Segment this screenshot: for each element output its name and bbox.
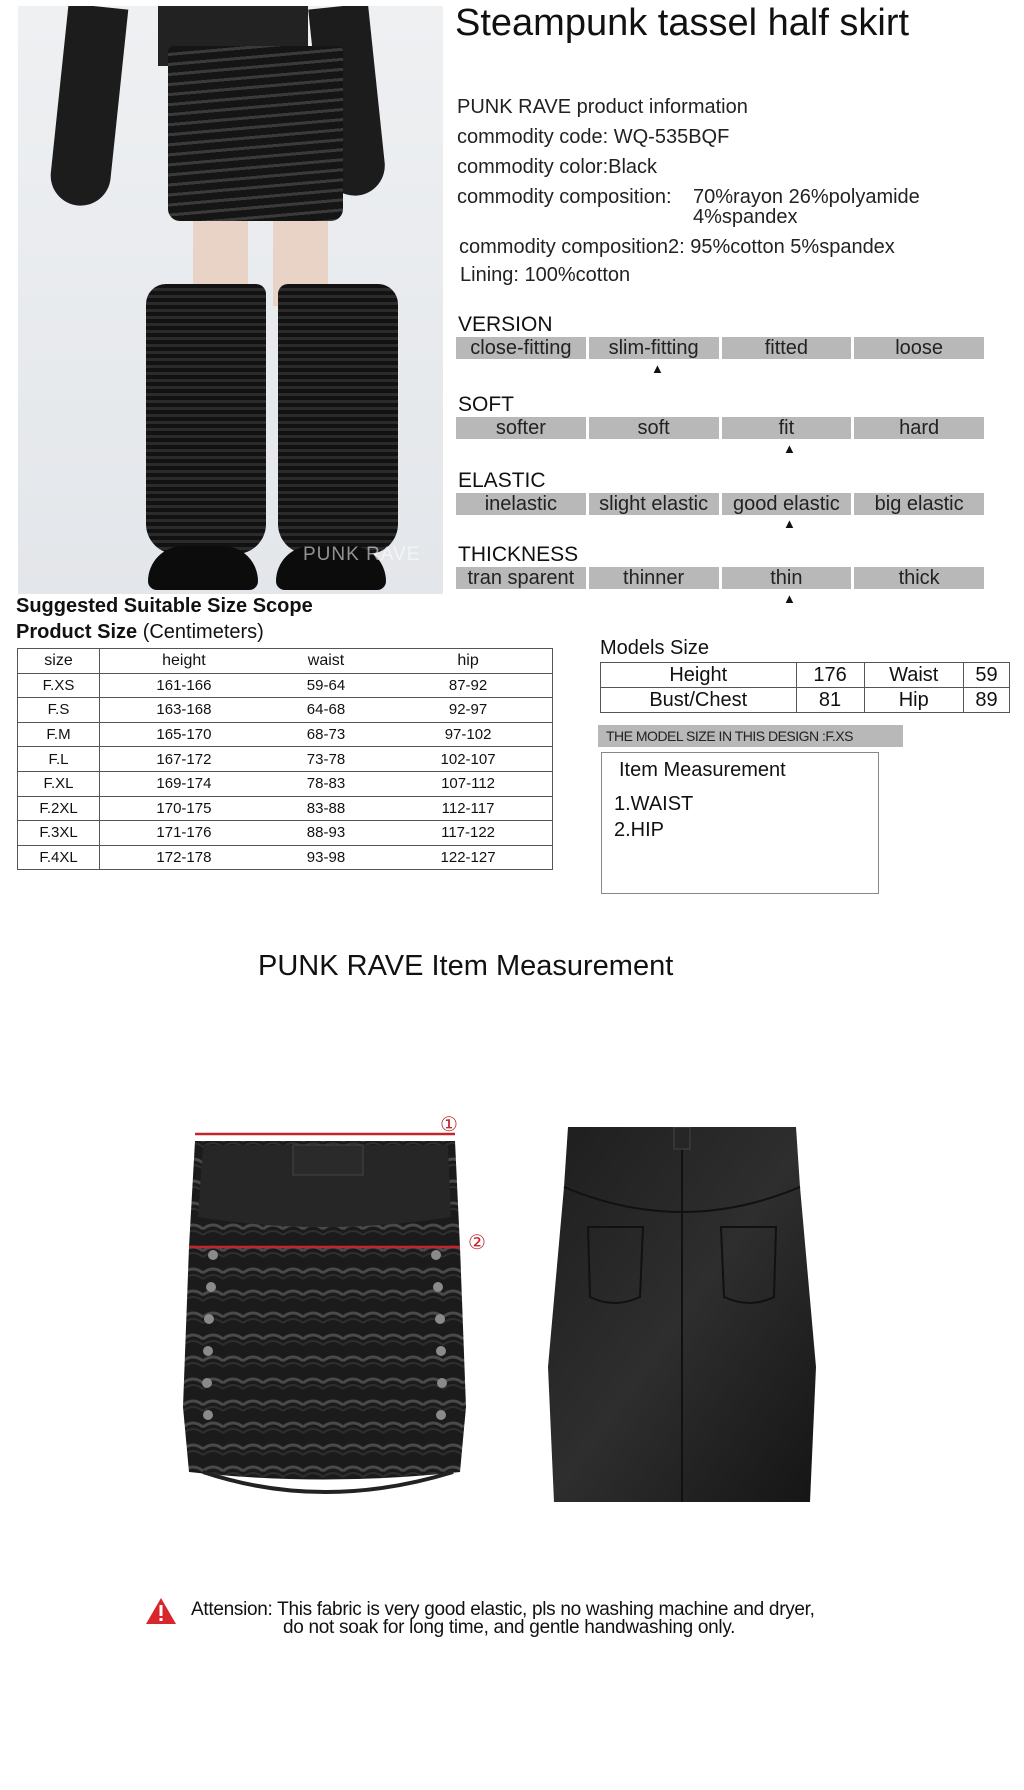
skirt-back-diagram bbox=[548, 1127, 816, 1502]
model-waist-label: Waist bbox=[864, 663, 963, 688]
model-waist-value: 59 bbox=[963, 663, 1009, 688]
table-row bbox=[18, 796, 553, 821]
measure-marker-2: ② bbox=[468, 1232, 486, 1254]
model-size-note: THE MODEL SIZE IN THIS DESIGN :F.XS bbox=[598, 725, 903, 747]
table-row bbox=[18, 698, 553, 723]
composition-label: commodity composition: bbox=[457, 186, 672, 208]
warning-text bbox=[191, 1601, 815, 1637]
size-table-header bbox=[18, 649, 553, 674]
diagram-heading: PUNK RAVE Item Measurement bbox=[258, 950, 674, 982]
soft-scale bbox=[456, 417, 984, 441]
cell-waist: 88-93 bbox=[268, 821, 384, 846]
models-size-title: Models Size bbox=[600, 637, 709, 659]
version-scale bbox=[456, 337, 984, 361]
commodity-code bbox=[457, 126, 729, 148]
elastic-option: inelastic bbox=[456, 493, 586, 515]
item-measurement-box bbox=[601, 752, 879, 894]
cell-hip: 97-102 bbox=[384, 722, 552, 747]
cell-hip: 112-117 bbox=[384, 796, 552, 821]
thickness-scale bbox=[456, 567, 984, 591]
elastic-option: big elastic bbox=[854, 493, 984, 515]
version-marker-icon: ▲ bbox=[651, 361, 664, 376]
cell-waist: 59-64 bbox=[268, 673, 384, 698]
version-option: close-fitting bbox=[456, 337, 586, 359]
size-table bbox=[17, 648, 553, 870]
cell-height: 161-166 bbox=[100, 673, 268, 698]
table-row bbox=[18, 771, 553, 796]
cell-height: 165-170 bbox=[100, 722, 268, 747]
elastic-option: slight elastic bbox=[589, 493, 719, 515]
commodity-color: commodity color:Black bbox=[457, 156, 658, 178]
soft-label: SOFT bbox=[458, 393, 514, 416]
cell-hip: 92-97 bbox=[384, 698, 552, 723]
version-option: loose bbox=[854, 337, 984, 359]
cell-hip: 102-107 bbox=[384, 747, 552, 772]
cell-height: 169-174 bbox=[100, 771, 268, 796]
lining-label: Lining: bbox=[460, 264, 519, 286]
composition-value-2: 4%spandex bbox=[693, 206, 798, 228]
cell-waist: 64-68 bbox=[268, 698, 384, 723]
soft-option: fit bbox=[722, 417, 852, 439]
soft-option: hard bbox=[854, 417, 984, 439]
version-option: slim-fitting bbox=[589, 337, 719, 359]
col-height: height bbox=[100, 649, 268, 674]
thickness-option: thick bbox=[854, 567, 984, 589]
skirt-front-diagram bbox=[183, 1127, 466, 1512]
soft-option: softer bbox=[456, 417, 586, 439]
table-row bbox=[18, 821, 553, 846]
cell-hip: 87-92 bbox=[384, 673, 552, 698]
cell-size: F.S bbox=[18, 698, 100, 723]
measurement-item: 1.WAIST bbox=[614, 793, 694, 815]
product-photo bbox=[18, 6, 443, 594]
cell-hip: 122-127 bbox=[384, 845, 552, 870]
cell-height: 163-168 bbox=[100, 698, 268, 723]
size-scope-heading: Suggested Suitable Size Scope bbox=[16, 595, 313, 617]
warning-line-2: do not soak for long time, and gentle handwashing only. bbox=[283, 1617, 736, 1638]
cell-hip: 107-112 bbox=[384, 771, 552, 796]
cell-size: F.2XL bbox=[18, 796, 100, 821]
cell-hip: 117-122 bbox=[384, 821, 552, 846]
elastic-scale bbox=[456, 493, 984, 517]
cell-size: F.4XL bbox=[18, 845, 100, 870]
cell-waist: 78-83 bbox=[268, 771, 384, 796]
model-bust-label: Bust/Chest bbox=[601, 688, 797, 713]
measure-marker-1: ① bbox=[440, 1114, 458, 1136]
model-height-label: Height bbox=[601, 663, 797, 688]
lining bbox=[460, 264, 630, 286]
info-heading: PUNK RAVE product information bbox=[457, 96, 748, 118]
composition-value-1: 70%rayon 26%polyamide bbox=[693, 186, 920, 208]
version-label: VERSION bbox=[458, 313, 553, 336]
cell-waist: 73-78 bbox=[268, 747, 384, 772]
cell-height: 167-172 bbox=[100, 747, 268, 772]
cell-height: 172-178 bbox=[100, 845, 268, 870]
warning-line-1: Attension: This fabric is very good elastic, pls no washing machine and dryer, bbox=[191, 1599, 815, 1620]
code-label: commodity code: bbox=[457, 126, 609, 148]
cell-waist: 93-98 bbox=[268, 845, 384, 870]
warning-icon bbox=[145, 1597, 177, 1625]
table-row bbox=[18, 845, 553, 870]
product-size-unit: (Centimeters) bbox=[142, 621, 264, 643]
product-size-bold: Product Size bbox=[16, 621, 138, 643]
col-size: size bbox=[18, 649, 100, 674]
cell-height: 170-175 bbox=[100, 796, 268, 821]
thickness-marker-icon: ▲ bbox=[783, 591, 796, 606]
model-hip-value: 89 bbox=[963, 688, 1009, 713]
cell-size: F.M bbox=[18, 722, 100, 747]
photo-watermark: PUNK RAVE bbox=[303, 544, 421, 565]
version-option: fitted bbox=[722, 337, 852, 359]
measurement-item: 2.HIP bbox=[614, 819, 665, 841]
table-row bbox=[18, 722, 553, 747]
table-row bbox=[18, 673, 553, 698]
model-hip-label: Hip bbox=[864, 688, 963, 713]
lining-value: 100%cotton bbox=[524, 264, 631, 286]
thickness-label: THICKNESS bbox=[458, 543, 579, 566]
product-size-heading bbox=[16, 621, 264, 644]
elastic-option: good elastic bbox=[722, 493, 852, 515]
composition2 bbox=[459, 236, 895, 258]
elastic-marker-icon: ▲ bbox=[783, 516, 796, 531]
cell-size: F.L bbox=[18, 747, 100, 772]
product-title: Steampunk tassel half skirt bbox=[455, 2, 910, 44]
models-row bbox=[601, 663, 1010, 688]
code-value: WQ-535BQF bbox=[613, 126, 730, 148]
table-row bbox=[18, 747, 553, 772]
model-height-value: 176 bbox=[796, 663, 864, 688]
col-hip: hip bbox=[384, 649, 552, 674]
item-measurement-title: Item Measurement bbox=[619, 759, 786, 781]
models-table bbox=[600, 662, 1010, 713]
composition2-label: commodity composition2: bbox=[459, 236, 685, 258]
thickness-option: thinner bbox=[589, 567, 719, 589]
cell-size: F.XS bbox=[18, 673, 100, 698]
composition2-value: 95%cotton 5%spandex bbox=[690, 236, 895, 258]
soft-marker-icon: ▲ bbox=[783, 441, 796, 456]
cell-waist: 68-73 bbox=[268, 722, 384, 747]
cell-waist: 83-88 bbox=[268, 796, 384, 821]
cell-height: 171-176 bbox=[100, 821, 268, 846]
thickness-option: tran sparent bbox=[456, 567, 586, 589]
col-waist: waist bbox=[268, 649, 384, 674]
model-bust-value: 81 bbox=[796, 688, 864, 713]
thickness-option: thin bbox=[722, 567, 852, 589]
cell-size: F.3XL bbox=[18, 821, 100, 846]
soft-option: soft bbox=[589, 417, 719, 439]
elastic-label: ELASTIC bbox=[458, 469, 546, 492]
models-row bbox=[601, 688, 1010, 713]
cell-size: F.XL bbox=[18, 771, 100, 796]
